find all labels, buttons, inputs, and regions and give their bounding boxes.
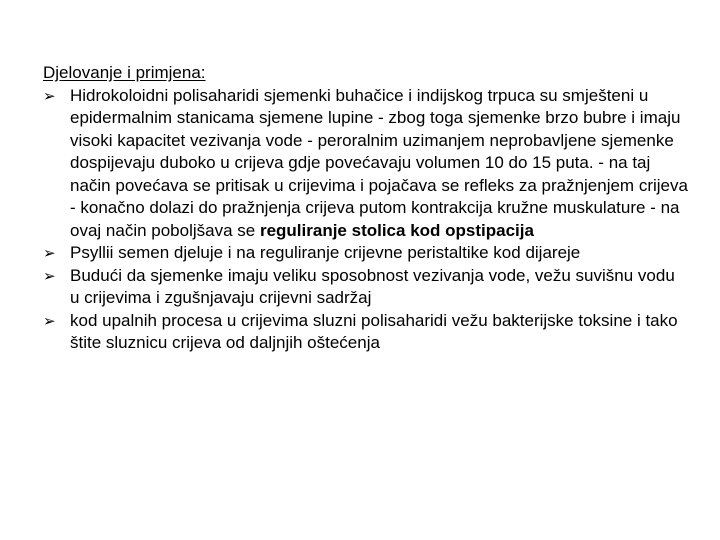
arrow-bullet-icon: ➢	[43, 311, 56, 330]
arrow-bullet-icon: ➢	[43, 86, 56, 105]
bullet-text: Hidrokoloidni polisaharidi sjemenki buhačice i indijskog trpuca su smješteni u epidermalnim stanicama sjemene lupine - zbog toga sjemenke brzo bubre i imaju visoki kapacitet vezivanja vode - peroralnim uzimanjem neprobavljene sjemenke dospijevaju duboko u crijeva gdje povećavaju volumen 10 do 15 puta. - na taj način povećava se pritisak u crijevima i pojačava se refleks za pražnjenjem crijeva - konačno dolazi do pražnjenja crijeva putom kontrakcija kružne muskulature - na ovaj način poboljšava se	[70, 85, 688, 240]
arrow-bullet-icon: ➢	[43, 266, 56, 285]
slide-content	[43, 62, 688, 355]
bullet-item	[43, 265, 688, 310]
bullet-item	[43, 310, 688, 355]
bullet-item	[43, 242, 688, 265]
arrow-bullet-icon: ➢	[43, 244, 56, 262]
slide-heading: Djelovanje i primjena:	[43, 63, 206, 82]
bullet-item	[43, 85, 688, 243]
bullet-list	[43, 85, 688, 355]
bullet-text: kod upalnih procesa u crijevima sluzni polisaharidi vežu bakterijske toksine i tako štite sluznicu crijeva od daljnjih oštećenja	[70, 310, 678, 352]
bullet-bold-text: reguliranje stolica kod opstipacija	[259, 220, 534, 240]
bullet-text: Psyllii semen djeluje i na reguliranje crijevne peristaltike kod dijareje	[70, 243, 581, 262]
bullet-text: Budući da sjemenke imaju veliku sposobnost vezivanja vode, vežu suvišnu vodu u crijevima i zgušnjavaju crijevni sadržaj	[70, 265, 675, 307]
